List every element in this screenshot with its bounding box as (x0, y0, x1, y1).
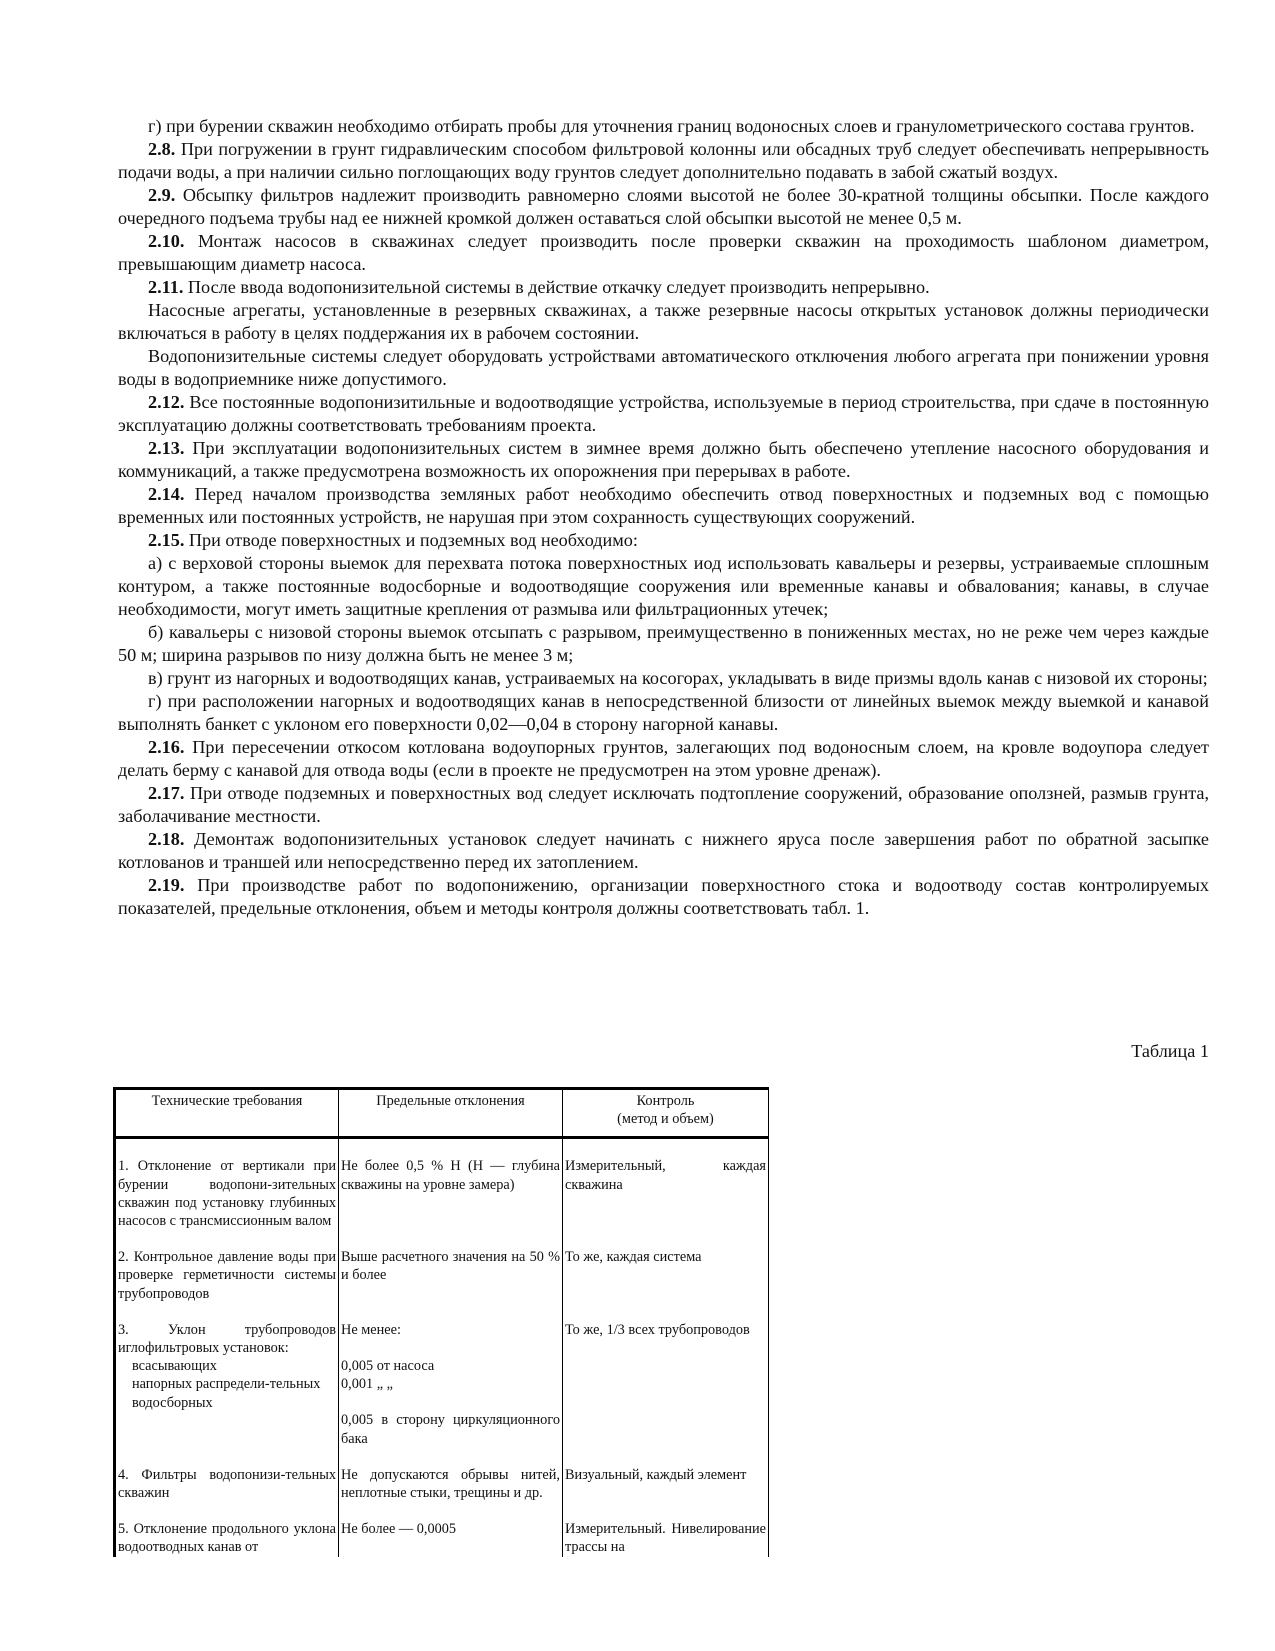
paragraph (118, 529, 1209, 552)
paragraph (118, 736, 1209, 782)
cell-requirement: 1. Отклонение от вертикали при бурении водопони-зительных скважин под установку глубинных насосов с трансмиссионным валом (115, 1138, 339, 1230)
paragraph-text: После ввода водопонизительной системы в действие откачку следует производить непрерывно. (183, 277, 930, 297)
paragraph (118, 345, 1209, 391)
cell-requirement (115, 1303, 339, 1448)
cell-deviation (339, 1303, 563, 1448)
paragraph (118, 828, 1209, 874)
paragraph-text: При производстве работ по водопонижению, организации поверхностного стока и водоотводу состав контролируемых показателей, предельные отклонения, объем и методы контроля должны соответствовать табл. 1. (118, 875, 1209, 918)
paragraph-text: При эксплуатации водопонизительных систем в зимнее время должно быть обеспечено утепление насосного оборудования и коммуникаций, а также предусмотрена возможность их опорожнения при перерывах в работе. (118, 438, 1209, 481)
paragraph (118, 690, 1209, 736)
header-control-line1: Контроль (636, 1093, 695, 1109)
paragraph (118, 667, 1209, 690)
paragraph-text: а) с верховой стороны выемок для перехвата потока поверхностных иод использовать кавальеры и резервы, устраиваемые сплошным контуром, а также постоянные водосборные и водоотводящие сооружения или временные канавы и обвалования; канавы, в случае необходимости, могут иметь защитные крепления от размыва или фильтрационных утечек; (118, 553, 1209, 619)
requirements-table (113, 1087, 769, 1651)
paragraph-text: б) кавальеры с низовой стороны выемок отсыпать с разрывом, преимущественно в пониженных местах, но не реже чем через каждые 50 м; ширина разрывов по низу должна быть не менее 3 м; (118, 622, 1209, 665)
requirement-main: 3. Уклон трубопроводов иглофильтровых установок: (118, 1321, 336, 1357)
paragraph (118, 230, 1209, 276)
table-row (115, 1303, 770, 1448)
paragraph-text: При погружении в грунт гидравлическим способом фильтровой колонны или обсадных труб следует обеспечивать непрерывность подачи воды, а при наличии сильно поглощающих воду грунтов следует дополнительно подавать в забой сжатый воздух. (118, 139, 1209, 182)
paragraph (118, 874, 1209, 920)
header-control (563, 1089, 770, 1138)
clause-number: 2.18. (148, 829, 185, 849)
paragraph-text: Водопонизительные системы следует оборудовать устройствами автоматического отключения любого агрегата при понижении уровня воды в водоприемнике ниже допустимого. (118, 346, 1209, 389)
cell-deviation: Выше расчетного значения на 50 % и более (339, 1230, 563, 1303)
paragraph-text: г) при бурении скважин необходимо отбирать пробы для уточнения границ водоносных слоев и гранулометрического состава грунтов. (148, 116, 1195, 136)
cell-control: Визуальный, каждый элемент (563, 1448, 770, 1502)
table-row (115, 1448, 770, 1502)
cell-control: Измерительный, каждая скважина (563, 1138, 770, 1230)
paragraph (118, 552, 1209, 621)
paragraph-text: Демонтаж водопонизительных установок следует начинать с нижнего яруса после завершения работ по обратной засыпке котлованов и траншей или непосредственно перед их затоплением. (118, 829, 1209, 872)
spacer (341, 1339, 560, 1357)
cell-requirement: 2. Контрольное давление воды при проверке герметичности системы трубопроводов (115, 1230, 339, 1303)
table-header-row (115, 1089, 770, 1138)
clause-number: 2.16. (148, 737, 185, 757)
header-control-line2: (метод и объем) (617, 1111, 714, 1128)
deviation-sub-item: 0,005 от насоса (341, 1358, 435, 1375)
clause-number: 2.9. (148, 185, 176, 205)
clause-number: 2.11. (148, 277, 184, 297)
cell-control: То же, 1/3 всех трубопроводов (563, 1303, 770, 1448)
clause-number: 2.19. (148, 875, 185, 895)
deviation-main: Не менее: (341, 1321, 401, 1338)
paragraph-text: Монтаж насосов в скважинах следует производить после проверки скважин на проходимость шаблоном диаметром, превышающим диаметр насоса. (118, 231, 1209, 274)
cell-deviation: Не более — 0,0005 (339, 1502, 563, 1556)
body-text (118, 115, 1209, 920)
paragraph (118, 138, 1209, 184)
paragraph (118, 391, 1209, 437)
cell-deviation: Не допускаются обрывы нитей, неплотные стыки, трещины и др. (339, 1448, 563, 1502)
requirement-sub-item: напорных распредели-тельных (132, 1376, 321, 1393)
paragraph (118, 115, 1209, 138)
paragraph (118, 437, 1209, 483)
paragraph-text: При пересечении откосом котлована водоупорных грунтов, залегающих под водоносным слоем, на кровле водоупора следует делать берму с канавой для отвода воды (если в проекте не предусмотрен на этом уровне дренаж). (118, 737, 1209, 780)
spacer (341, 1393, 560, 1411)
paragraph-text: Перед началом производства земляных работ необходимо обеспечить отвод поверхностных и подземных вод с помощью временных или постоянных устройств, не нарушая при этом сохранность существующих сооружений. (118, 484, 1209, 527)
cell-requirement: 4. Фильтры водопонизи-тельных скважин (115, 1448, 339, 1502)
table-row (115, 1230, 770, 1303)
paragraph (118, 276, 1209, 299)
table-row (115, 1502, 770, 1556)
clause-number: 2.14. (148, 484, 185, 504)
requirement-sub-item: водосборных (132, 1394, 213, 1411)
deviation-sub-item: 0,001 „ „ (341, 1376, 394, 1393)
paragraph (118, 184, 1209, 230)
paragraph-text: Обсыпку фильтров надлежит производить равномерно слоями высотой не более 30-кратной толщины обсыпки. После каждого очередного подъема трубы над ее нижней кромкой должен оставаться слой обсыпки высотой не менее 0,5 м. (118, 185, 1209, 228)
clause-number: 2.8. (148, 139, 176, 159)
paragraph (118, 621, 1209, 667)
paragraph-text: Насосные агрегаты, установленные в резервных скважинах, а также резервные насосы открытых установок должны периодически включаться в работу в целях поддержания их в рабочем состоянии. (118, 300, 1209, 343)
paragraph-text: г) при расположении нагорных и водоотводящих канав в непосредственной близости от линейных выемок между выемкой и канавой выполнять банкет с уклоном его поверхности 0,02—0,04 в сторону нагорной канавы. (118, 691, 1209, 734)
deviation-sub-item: 0,005 в сторону циркуляционного бака (341, 1412, 560, 1447)
requirement-sub-item: всасывающих (132, 1358, 217, 1375)
paragraph-text: При отводе поверхностных и подземных вод необходимо: (184, 530, 638, 550)
header-deviations: Предельные отклонения (339, 1089, 563, 1138)
cell-requirement: 5. Отклонение продольного уклона водоотводных канав от (115, 1502, 339, 1556)
paragraph-text: в) грунт из нагорных и водоотводящих канав, устраиваемых на косогорах, укладывать в виде призмы вдоль канав с низовой их стороны; (148, 668, 1208, 688)
clause-number: 2.10. (148, 231, 185, 251)
clause-number: 2.13. (148, 438, 185, 458)
paragraph-text: Все постоянные водопонизитильные и водоотводящие устройства, используемые в период строительства, при сдаче в постоянную эксплуатацию должны соответствовать требованиям проекта. (118, 392, 1209, 435)
table-caption: Таблица 1 (1131, 1041, 1209, 1061)
header-requirements: Технические требования (115, 1089, 339, 1138)
clause-number: 2.17. (148, 783, 185, 803)
paragraph-text: При отводе подземных и поверхностных вод следует исключать подтопление сооружений, образование оползней, размыв грунта, заболачивание местности. (118, 783, 1209, 826)
cell-control: Измерительный. Нивелирование трассы на (563, 1502, 770, 1556)
clause-number: 2.12. (148, 392, 185, 412)
table-row (115, 1138, 770, 1230)
clause-number: 2.15. (148, 530, 185, 550)
paragraph (118, 483, 1209, 529)
paragraph (118, 299, 1209, 345)
cell-control: То же, каждая система (563, 1230, 770, 1303)
paragraph (118, 782, 1209, 828)
cell-deviation: Не более 0,5 % Н (Н — глубина скважины на уровне замера) (339, 1138, 563, 1230)
